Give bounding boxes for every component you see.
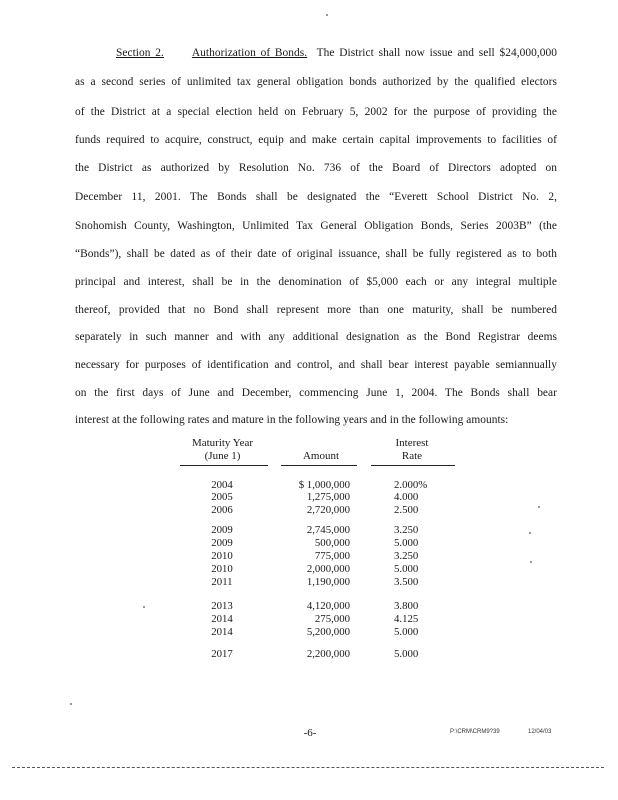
table-cell-amount: 275,000: [314, 613, 350, 625]
table-cell-year: 2009: [211, 537, 233, 549]
table-cell-amount: 775,000: [314, 550, 350, 562]
page-number: -6-: [303, 727, 317, 739]
body-line: as a second series of unlimited tax general obligation bonds authorized by the qualified electors: [75, 76, 557, 88]
table-header-rule-rate: [371, 465, 455, 466]
table-cell-rate: 4.000: [394, 491, 419, 503]
table-cell-amount: 5,200,000: [306, 626, 350, 638]
table-cell-amount: 4,120,000: [306, 600, 350, 612]
scan-speck: [326, 14, 328, 16]
table-cell-rate: 2.000%: [394, 479, 428, 491]
table-cell-rate: 5.000: [394, 537, 419, 549]
table-cell-rate: 3.500: [394, 576, 419, 588]
table-cell-rate: 3.250: [394, 550, 419, 562]
section-subheading: Authorization of Bonds.: [191, 47, 308, 59]
table-header-rule-year: [180, 465, 268, 466]
table-cell-amount: 2,720,000: [306, 504, 350, 516]
section-first-line-text: The District shall now issue and sell $24,000,000: [316, 47, 557, 59]
table-header-amount-label: Amount: [302, 450, 340, 462]
body-line: December 11, 2001. The Bonds shall be designated the “Everett School District No. 2,: [75, 191, 557, 203]
table-cell-amount: 2,000,000: [306, 563, 350, 575]
table-cell-year: 2005: [211, 491, 233, 503]
table-cell-year: 2004: [211, 479, 233, 491]
document-id: P:\CRM\CRM9?39: [450, 729, 500, 735]
table-cell-year: 2009: [211, 524, 233, 536]
table-cell-rate: 5.000: [394, 626, 419, 638]
table-cell-rate: 2.500: [394, 504, 419, 516]
table-header-rate: [380, 437, 444, 463]
body-line: Snohomish County, Washington, Unlimited Tax General Obligation Bonds, Series 2003B” (the: [75, 220, 557, 232]
table-cell-year: 2017: [211, 648, 233, 660]
body-line: on the first days of June and December, commencing June 1, 2004. The Bonds shall bear: [75, 387, 557, 399]
table-cell-amount: 2,200,000: [306, 648, 350, 660]
table-cell-year: 2010: [211, 550, 233, 562]
body-line: of the District at a special election held on February 5, 2002 for the purpose of providing the: [75, 106, 557, 118]
table-header-amount: [290, 450, 352, 463]
table-header-year: [180, 437, 265, 463]
table-header-year-line1: Maturity Year: [191, 437, 254, 449]
body-line: thereof, provided that no Bond shall represent more than one maturity, shall be numbered: [75, 304, 557, 316]
section-first-line: [75, 47, 557, 59]
table-cell-amount: 1,190,000: [306, 576, 350, 588]
body-line: principal and interest, shall be in the denomination of $5,000 each or any integral multiple: [75, 276, 557, 288]
scan-speck: [70, 703, 72, 705]
scan-speck: [538, 506, 540, 508]
body-line: interest at the following rates and mature in the following years and in the following amounts:: [75, 414, 509, 426]
table-cell-year: 2010: [211, 563, 233, 575]
table-cell-rate: 3.250: [394, 524, 419, 536]
table-cell-amount: 500,000: [314, 537, 350, 549]
table-header-year-line2: (June 1): [204, 450, 241, 462]
table-cell-year: 2013: [211, 600, 233, 612]
body-line: separately in such manner and with any additional designation as the Bond Registrar deems: [75, 331, 557, 343]
table-cell-year: 2014: [211, 613, 233, 625]
body-line: funds required to acquire, construct, equip and make certain capital improvements to facilities of: [75, 134, 557, 146]
scan-speck: [143, 606, 145, 608]
table-header-rate-line2: Rate: [401, 450, 423, 462]
scan-edge-line: [12, 767, 604, 768]
table-cell-amount: $ 1,000,000: [298, 479, 350, 491]
table-cell-rate: 5.000: [394, 648, 419, 660]
table-cell-year: 2011: [211, 576, 233, 588]
table-cell-amount: 1,275,000: [306, 491, 350, 503]
body-line: necessary for purposes of identification and control, and shall bear interest payable semiannually: [75, 359, 557, 371]
table-header-rule-amount: [281, 465, 357, 466]
scan-speck: [530, 561, 532, 563]
table-cell-amount: 2,745,000: [306, 524, 350, 536]
scan-speck: [529, 532, 531, 534]
document-date: 12/04/03: [528, 729, 552, 735]
table-cell-rate: 4.125: [394, 613, 419, 625]
section-heading: Section 2.: [116, 47, 164, 59]
body-line: the District as authorized by Resolution No. 736 of the Board of Directors adopted on: [75, 162, 557, 174]
body-line: “Bonds”), shall be dated as of their date of original issuance, shall be fully registered as to both: [75, 248, 557, 260]
table-header-rate-line1: Interest: [395, 437, 429, 449]
table-cell-year: 2006: [211, 504, 233, 516]
table-cell-year: 2014: [211, 626, 233, 638]
table-cell-rate: 3.800: [394, 600, 419, 612]
table-cell-rate: 5.000: [394, 563, 419, 575]
